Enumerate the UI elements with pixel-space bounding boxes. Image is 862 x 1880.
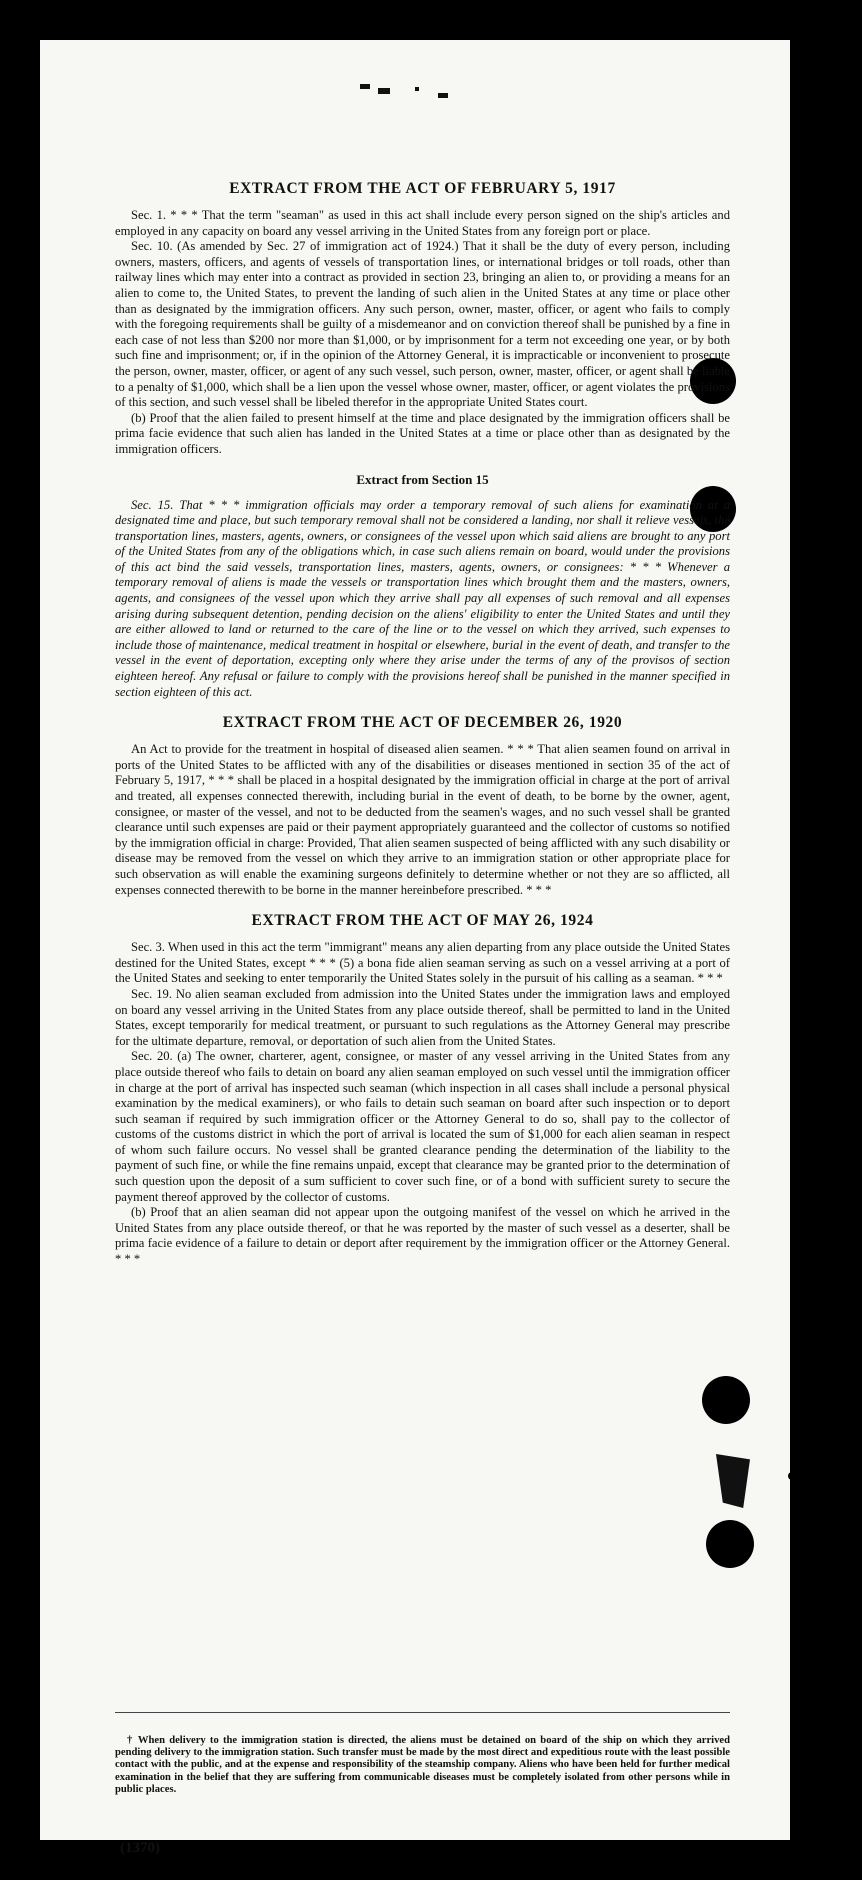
footnote: † When delivery to the immigration station is directed, the aliens must be detained on board of the ship on which they arrived pending delivery to the immigration station. Such transfer must be made by the most direct and expeditious route with the least possible contact with the public, and at the expense and responsibility of the steamship company. Aliens who have been held for further medical examination in the belief that they are suffering from communicable diseases must be completely isolated from other persons while in public places. xyxy=(115,1734,730,1796)
ink-smudge xyxy=(415,87,419,91)
torn-edge xyxy=(716,1454,750,1508)
paragraph: (b) Proof that an alien seaman did not appear upon the outgoing manifest of the vessel on which he arrived in the United States from any place outside thereof, or that he was reported by the master of such vessel as a deserter, shall be prima facie evidence of a failure to detain or deport after requirement by the immigration officer or the Attorney General. * * * xyxy=(115,1205,730,1267)
punch-hole xyxy=(702,1376,750,1424)
footnote-divider xyxy=(115,1712,730,1713)
paragraph: An Act to provide for the treatment in hospital of diseased alien seamen. * * * That alien seamen found on arrival in ports of the United States to be afflicted with any of the disabilities or diseases mentioned in section 35 of the act of February 5, 1917, * * * shall be placed in a hospital designated by the immigration official in charge at the port of arrival and treated, all expenses connected therewith, including burial in the event of death, to be borne by the owner, agent, consignee, or master of the vessel, and not to be deducted from the seamen's wages, and no such vessel shall be granted clearance until such expenses are paid or their payment appropriately guaranteed and the collector of customs so notified by the immigration official in charge: Provided, That alien seamen suspected of being afflicted with any such disability or disease may be removed from the vessel on which they arrive to an immigration station or other appropriate place for such observation as will enable the examining surgeons definitely to determine whether or not they are so afflicted, all expenses connected therewith to be borne in the manner hereinbefore prescribed. * * * xyxy=(115,742,730,897)
paragraph: Sec. 20. (a) The owner, charterer, agent, consignee, or master of any vessel arriving in the United States from any place outside thereof who fails to detain on board any alien seaman employed on such vessel until the immigration officer in charge at the port of arrival has inspected such seaman (which inspection in all cases shall include a personal physical examination by the medical examiners), or who fails to detain such seaman on board after such inspection or to deport such seaman if required by such immigration officer or the Attorney General to do so, shall pay to the collector of customs of the customs district in which the port of arrival is located the sum of $1,000 for each alien seaman in respect of whom such failure occurs. No vessel shall be granted clearance pending the determination of the liability to the payment of such fine, or while the fine remains unpaid, except that clearance may be granted prior to the determination of such question upon the deposit of a sum sufficient to cover such fine, or of a bond with sufficient surety to secure the payment thereof approved by the collector of customs. xyxy=(115,1049,730,1204)
document-body xyxy=(115,180,730,1268)
paragraph: Sec. 15. That * * * immigration officials may order a temporary removal of such aliens for examination at a designated time and place, but such temporary removal shall not be considered a landing, nor shall it relieve vessels, the transportation lines, masters, agents, owners, or consignees of the vessel upon which said aliens are brought to any port of the United States from any of the obligations which, in case such aliens remain on board, would under the provisions of this act bind the said vessels, transportation lines, masters, agents, owners, or consignees: * * * Whenever a temporary removal of aliens is made the vessels or transportation lines which brought them and the masters, owners, agents, and consignees of the vessel upon which they arrive shall pay all expenses of such removal and all expenses arising during subsequent detention, pending decision on the aliens' eligibility to enter the United States and until they are either allowed to land or returned to the care of the line or to the vessel on which they arrived, such expenses to include those of maintenance, medical treatment in hospital or elsewhere, burial in the event of death, and transfer to the vessel in the event of deportation, excepting only where they arise under the terms of any of the provisos of section eighteen hereof. Any refusal or failure to comply with the provisions hereof shall be punished in the manner specified in section eighteen of this act. xyxy=(115,497,730,699)
section-heading: EXTRACT FROM THE ACT OF DECEMBER 26, 1920 xyxy=(222,714,623,732)
section-heading: Extract from Section 15 xyxy=(356,471,489,487)
paragraph: Sec. 10. (As amended by Sec. 27 of immigration act of 1924.) That it shall be the duty of every person, including owners, masters, officers, and agents of vessels of transportation lines, or international bridges or toll roads, other than railway lines which may enter into a contract as provided in section 23, bringing an alien to, or providing a means for an alien to come to, the United States, to prevent the landing of such alien in the United States at any time or place other than as designated by the immigration officers. Any such person, owner, master, officer, or agent who fails to comply with the foregoing requirements shall be guilty of a misdemeanor and on conviction thereof shall be punished by a fine in each case of not less than $200 nor more than $1,000, or by imprisonment for a term not exceeding one year, or by both such fine and imprisonment; or, if in the opinion of the Attorney General, it is impracticable or inconvenient to prosecute the person, owner, master, officer, or agent of any such vessel, such person, owner, master, officer, or agent shall be liable to a penalty of $1,000, which shall be a lien upon the vessel whose owner, master, officer, or agent violates the provisions of this section, and such vessel shall be libeled therefor in the appropriate United States court. xyxy=(115,239,730,410)
paragraph: (b) Proof that the alien failed to present himself at the time and place designated by the immigration officers shall be prima facie evidence that such alien has landed in the United States at a time or place other than as designated by the immigration officers. xyxy=(115,410,730,456)
document-page xyxy=(40,40,790,1856)
paragraph: Sec. 1. * * * That the term "seaman" as used in this act shall include every person signed on the ship's articles and employed in any capacity on board any vessel arriving in the United States from any foreign port or place. xyxy=(115,208,730,238)
punch-hole xyxy=(706,1520,754,1568)
section-heading: EXTRACT FROM THE ACT OF MAY 26, 1924 xyxy=(251,912,594,930)
section-heading: EXTRACT FROM THE ACT OF FEBRUARY 5, 1917 xyxy=(229,180,616,197)
paragraph: Sec. 3. When used in this act the term "immigrant" means any alien departing from any place outside the United States destined for the United States, except * * * (5) a bona fide alien seaman serving as such on a vessel arriving at a port of the United States and seeking to enter temporarily the United States solely in the pursuit of his calling as a seaman. * * * xyxy=(115,940,730,986)
punch-hole xyxy=(788,1472,796,1480)
paragraph: Sec. 19. No alien seaman excluded from admission into the United States under the immigration laws and employed on board any vessel arriving in the United States from any place outside thereof, shall be permitted to land in the United States, except temporarily for medical treatment, or pursuant to such regulations as the Attorney General may prescribe for the ultimate departure, removal, or deportation of such alien from the United States. xyxy=(115,986,730,1048)
ink-smudge xyxy=(438,93,448,98)
ink-smudge xyxy=(378,88,390,94)
ink-smudge xyxy=(360,84,370,89)
form-code: (1370) xyxy=(120,1840,160,1856)
